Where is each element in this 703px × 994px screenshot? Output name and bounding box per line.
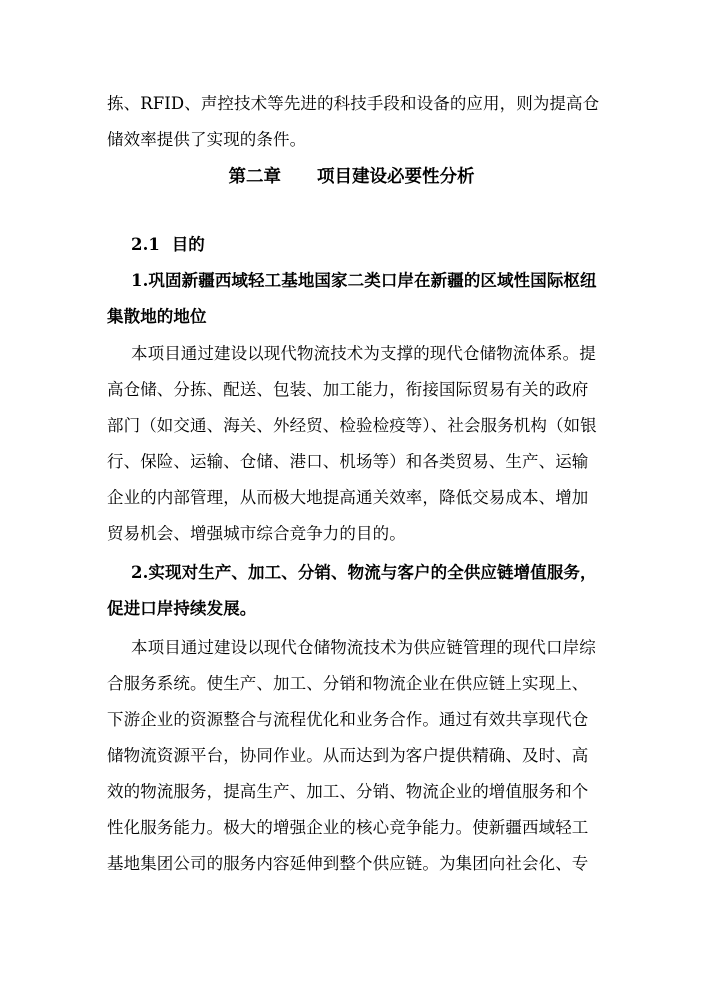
point1-body-line-5: 企业的内部管理，从而极大地提高通关效率，降低交易成本、增加 xyxy=(107,488,589,507)
point1-body-line-3: 部门（如交通、海关、外经贸、检验检疫等）、社会服务机构（如银 xyxy=(107,416,597,435)
point1-title-line-2: 集散地的地位 xyxy=(107,307,207,326)
point2-body-line-2: 合服务系统。使生产、加工、分销和物流企业在供应链上实现上、 xyxy=(107,674,589,693)
point1-body-line-6: 贸易机会、增强城市综合竞争力的目的。 xyxy=(107,524,406,543)
point1-body-line-4: 行、保险、运输、仓储、港口、机场等）和各类贸易、生产、运输 xyxy=(107,452,589,471)
chapter-number: 第二章 xyxy=(228,167,281,187)
point2-body-line-1: 本项目通过建设以现代仓储物流技术为供应链管理的现代口岸综 xyxy=(131,638,596,657)
point2-body-line-5: 效的物流服务，提高生产、加工、分销、物流企业的增值服务和个 xyxy=(107,782,589,801)
intro-line-2: 储效率提供了实现的条件。 xyxy=(107,130,307,149)
point1-title-line-1: 1.巩固新疆西域轻工基地国家二类口岸在新疆的区域性国际枢纽 xyxy=(131,271,597,290)
point2-body-line-6: 性化服务能力。极大的增强企业的核心竞争能力。使新疆西域轻工 xyxy=(107,818,589,837)
point1-body-line-2: 高仓储、分拣、配送、包装、加工能力，衔接国际贸易有关的政府 xyxy=(107,380,589,399)
chapter-heading xyxy=(0,166,703,188)
chapter-title: 项目建设必要性分析 xyxy=(317,167,475,187)
point2-body-line-7: 基地集团公司的服务内容延伸到整个供应链。为集团向社会化、专 xyxy=(107,854,589,873)
point2-body-line-3: 下游企业的资源整合与流程优化和业务合作。通过有效共享现代仓 xyxy=(107,710,589,729)
section-heading: 2.1 目的 xyxy=(131,235,205,254)
point2-body-line-4: 储物流资源平台，协同作业。从而达到为客户提供精确、及时、高 xyxy=(107,746,589,765)
point1-body-line-1: 本项目通过建设以现代物流技术为支撑的现代仓储物流体系。提 xyxy=(131,344,596,363)
point2-title-line-2: 促进口岸持续发展。 xyxy=(107,599,257,618)
intro-line-1: 拣、RFID、声控技术等先进的科技手段和设备的应用，则为提高仓 xyxy=(107,94,600,113)
point2-title-line-1: 2.实现对生产、加工、分销、物流与客户的全供应链增值服务， xyxy=(131,563,597,582)
